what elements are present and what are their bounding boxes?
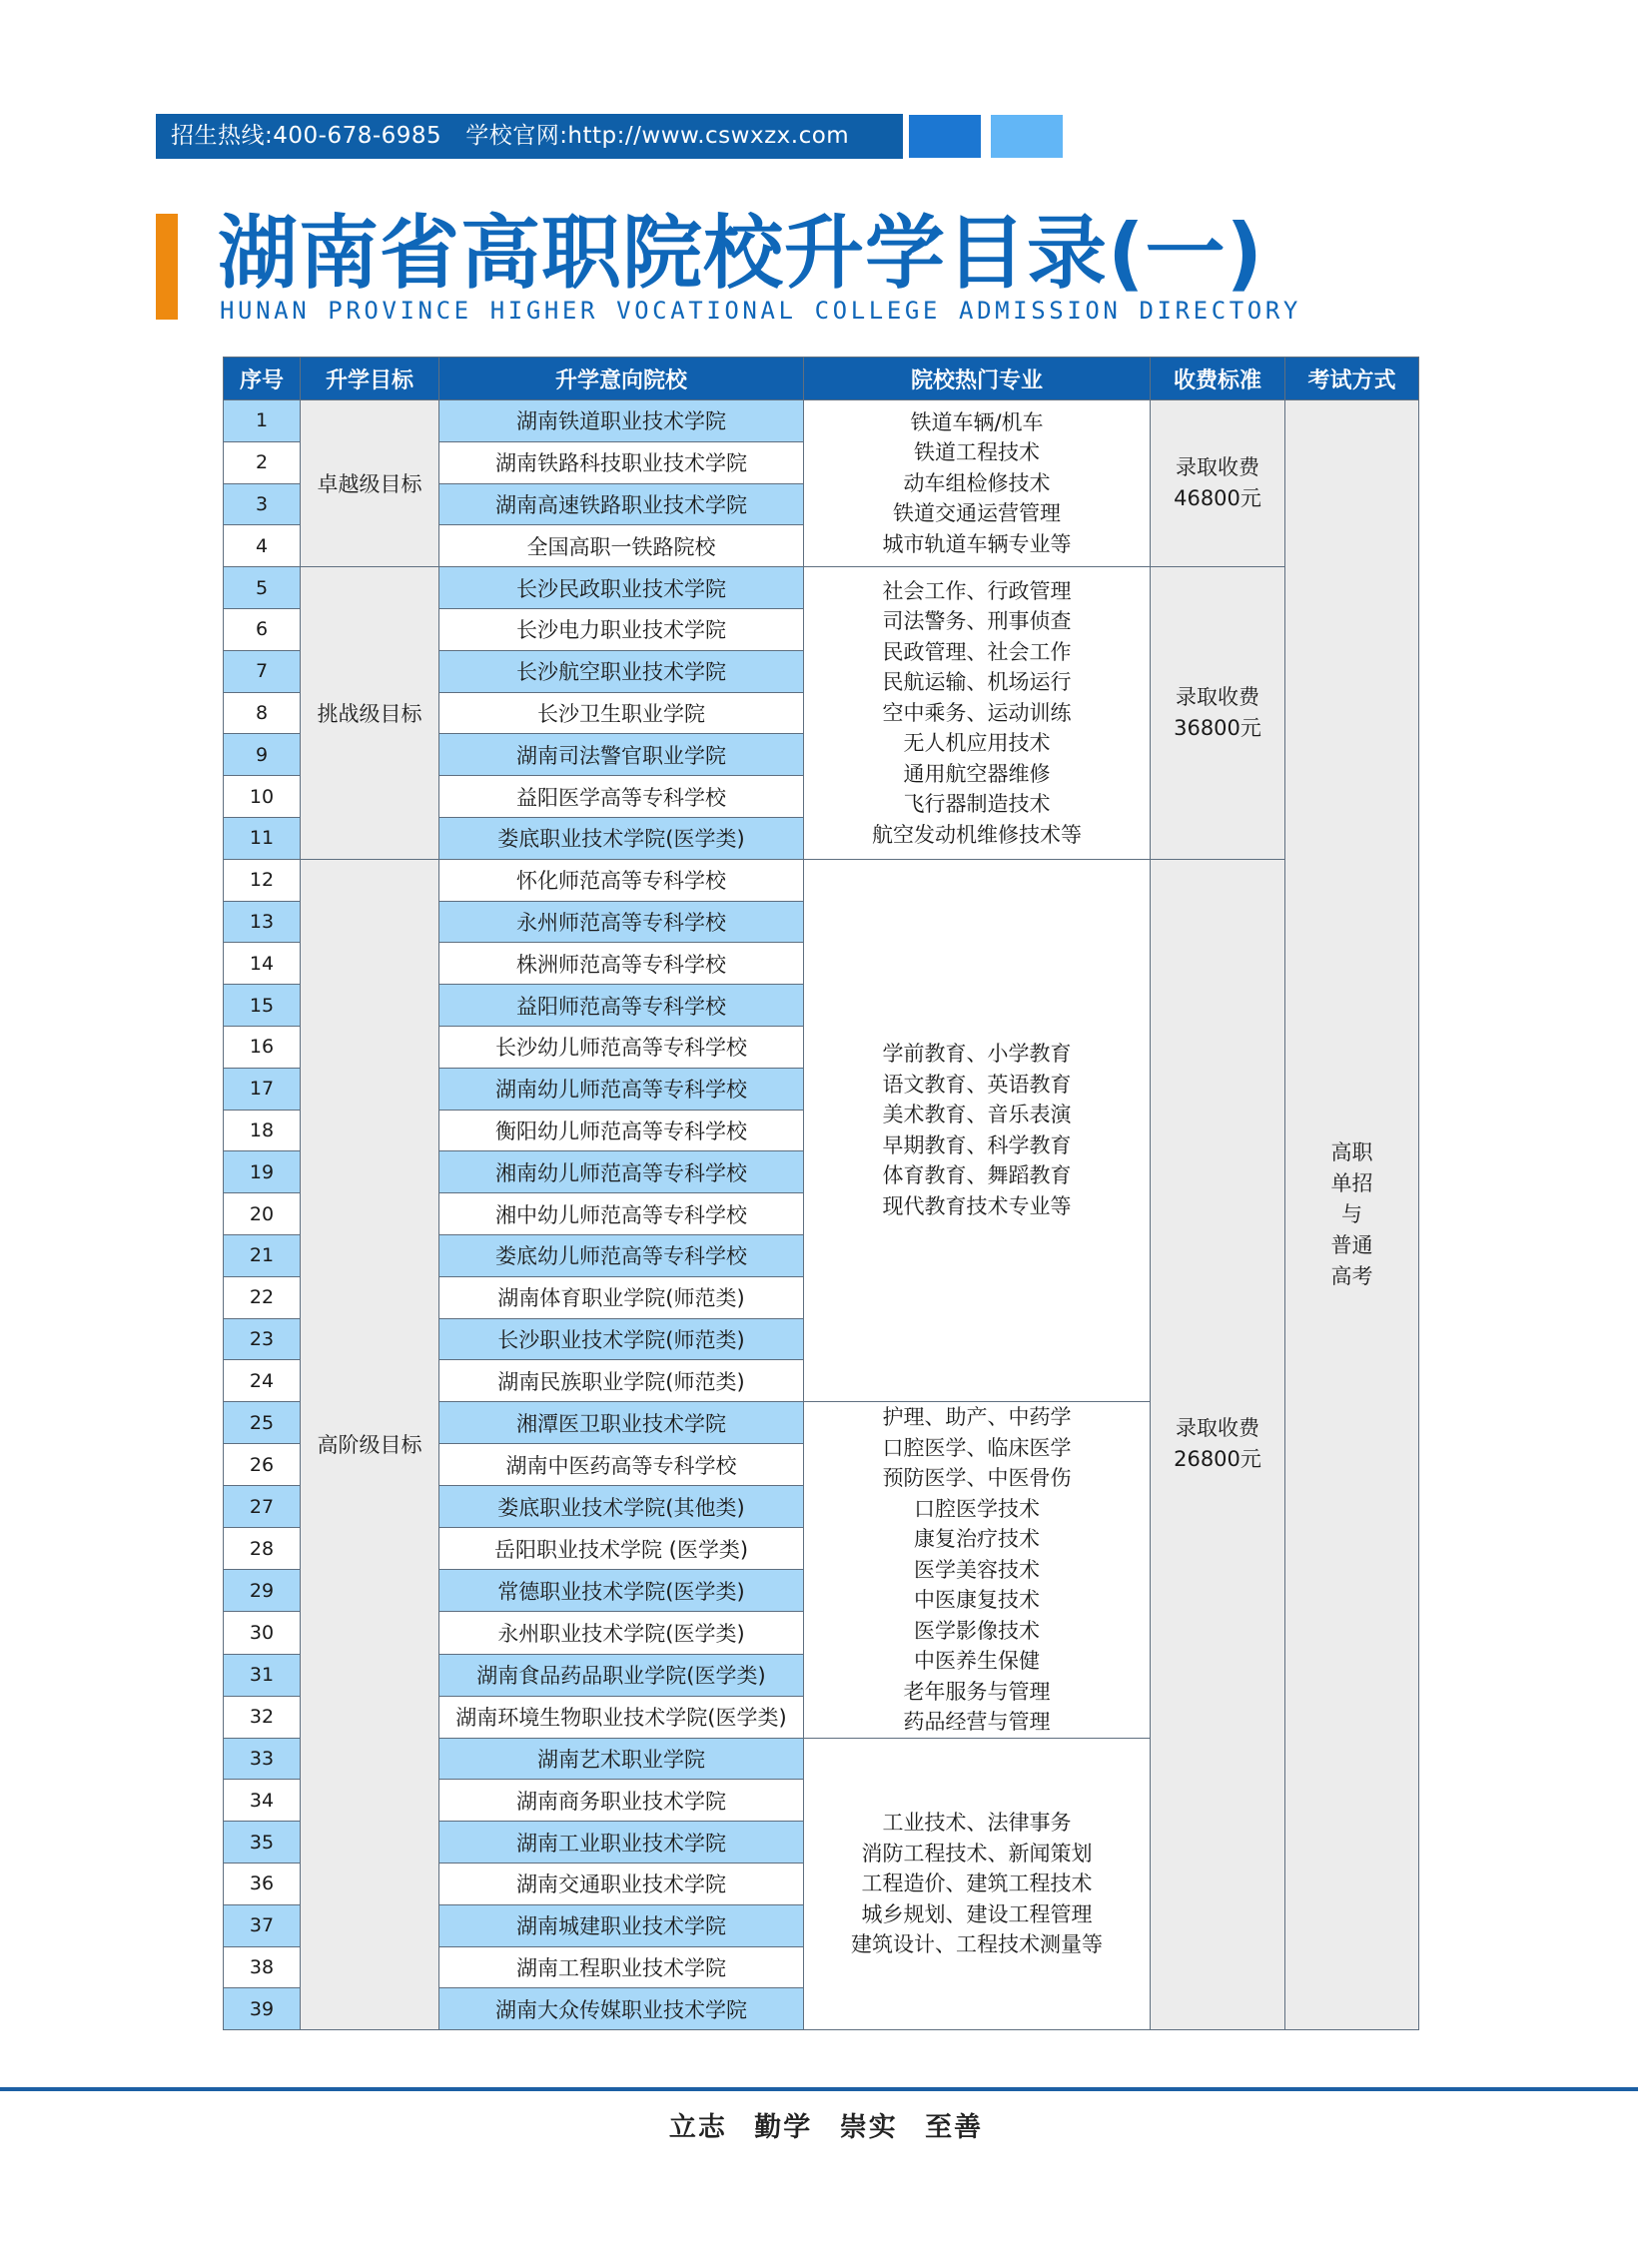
row-number: 3	[224, 483, 301, 525]
table-row	[224, 859, 1419, 901]
row-number: 24	[224, 1360, 301, 1402]
school-name: 永州师范高等专科学校	[439, 901, 804, 943]
school-name: 湖南中医药高等专科学校	[439, 1444, 804, 1486]
cell-line: 康复治疗技术	[914, 1527, 1040, 1552]
school-name: 湖南幼儿师范高等专科学校	[439, 1068, 804, 1110]
school-name: 长沙航空职业技术学院	[439, 650, 804, 692]
row-number: 12	[224, 859, 301, 901]
row-number: 7	[224, 650, 301, 692]
row-number: 37	[224, 1904, 301, 1946]
row-number: 33	[224, 1738, 301, 1780]
cell-line: 与	[1341, 1202, 1362, 1227]
school-name: 湖南体育职业学院(师范类)	[439, 1276, 804, 1318]
majors-cell	[804, 1402, 1151, 1739]
cell-line: 动车组检修技术	[903, 470, 1051, 495]
row-number: 6	[224, 608, 301, 650]
fee-cell	[1151, 859, 1285, 2029]
cell-line: 26800元	[1174, 1447, 1261, 1472]
cell-line: 口腔医学、临床医学	[882, 1435, 1072, 1460]
footer-motto: 立志 勤学 崇实 至善	[668, 2112, 984, 2143]
row-number: 39	[224, 1988, 301, 2030]
school-name: 娄底幼儿师范高等专科学校	[439, 1234, 804, 1276]
hotline-text: 招生热线:400-678-6985	[171, 123, 442, 149]
row-number: 17	[224, 1068, 301, 1110]
exam-method-cell	[1285, 400, 1419, 2030]
cell-line: 口腔医学技术	[914, 1496, 1040, 1521]
school-name: 湖南城建职业技术学院	[439, 1904, 804, 1946]
cell-line: 铁道交通运营管理	[893, 501, 1061, 526]
cell-line: 46800元	[1174, 486, 1261, 511]
cell-line: 通用航空器维修	[903, 761, 1051, 786]
column-header-fee: 收费标准	[1151, 358, 1285, 400]
footer-divider	[0, 2087, 1638, 2091]
cell-line: 铁道工程技术	[914, 440, 1040, 465]
row-number: 25	[224, 1402, 301, 1444]
school-name: 衡阳幼儿师范高等专科学校	[439, 1110, 804, 1151]
goal-cell: 卓越级目标	[301, 400, 439, 567]
school-name: 长沙民政职业技术学院	[439, 567, 804, 609]
cell-line: 36800元	[1174, 715, 1261, 740]
row-number: 36	[224, 1864, 301, 1905]
school-name: 湖南艺术职业学院	[439, 1738, 804, 1780]
hotline-bar	[156, 114, 903, 159]
cell-line: 社会工作、行政管理	[882, 578, 1072, 603]
row-number: 32	[224, 1696, 301, 1738]
cell-line: 单招	[1330, 1171, 1373, 1196]
column-header-goal: 升学目标	[301, 358, 439, 400]
table-header-row	[224, 358, 1419, 400]
row-number: 35	[224, 1822, 301, 1864]
row-number: 26	[224, 1444, 301, 1486]
column-header-school: 升学意向院校	[439, 358, 804, 400]
decorative-block	[991, 115, 1063, 158]
cell-line: 普通	[1330, 1233, 1373, 1258]
cell-line: 录取收费	[1176, 455, 1259, 480]
school-name: 湖南环境生物职业技术学院(医学类)	[439, 1696, 804, 1738]
row-number: 5	[224, 567, 301, 609]
cell-line: 城市轨道车辆专业等	[882, 531, 1072, 556]
school-name: 长沙电力职业技术学院	[439, 608, 804, 650]
column-header-majors: 院校热门专业	[804, 358, 1151, 400]
row-number: 38	[224, 1946, 301, 1988]
table-body	[224, 400, 1419, 2030]
column-header-exam: 考试方式	[1285, 358, 1419, 400]
cell-line: 医学美容技术	[914, 1557, 1040, 1582]
row-number: 14	[224, 943, 301, 985]
row-number: 30	[224, 1612, 301, 1654]
row-number: 27	[224, 1486, 301, 1528]
cell-line: 医学影像技术	[914, 1618, 1040, 1643]
column-header-seq: 序号	[224, 358, 301, 400]
cell-line: 无人机应用技术	[903, 731, 1051, 756]
title-accent-bar	[156, 214, 178, 320]
table-row	[224, 400, 1419, 442]
school-name: 娄底职业技术学院(医学类)	[439, 817, 804, 859]
row-number: 18	[224, 1110, 301, 1151]
cell-line: 民航运输、机场运行	[882, 670, 1072, 695]
row-number: 31	[224, 1654, 301, 1696]
cell-line: 药品经营与管理	[903, 1710, 1051, 1735]
cell-line: 早期教育、科学教育	[882, 1132, 1072, 1157]
cell-line: 高职	[1330, 1140, 1373, 1165]
cell-line: 建筑设计、工程技术测量等	[851, 1932, 1103, 1957]
row-number: 19	[224, 1151, 301, 1193]
row-number: 22	[224, 1276, 301, 1318]
cell-line: 航空发动机维修技术等	[872, 822, 1082, 847]
goal-cell: 挑战级目标	[301, 567, 439, 860]
school-name: 湖南民族职业学院(师范类)	[439, 1360, 804, 1402]
cell-line: 现代教育技术专业等	[882, 1193, 1072, 1218]
row-number: 13	[224, 901, 301, 943]
cell-line: 语文教育、英语教育	[882, 1072, 1072, 1097]
cell-line: 中医养生保健	[914, 1649, 1040, 1674]
row-number: 9	[224, 734, 301, 776]
cell-line: 老年服务与管理	[903, 1679, 1051, 1704]
row-number: 10	[224, 776, 301, 818]
school-name: 岳阳职业技术学院 (医学类)	[439, 1528, 804, 1570]
cell-line: 民政管理、社会工作	[882, 639, 1072, 664]
decorative-block	[909, 115, 981, 158]
school-name: 湖南交通职业技术学院	[439, 1864, 804, 1905]
school-name: 湘中幼儿师范高等专科学校	[439, 1193, 804, 1235]
school-name: 湖南工业职业技术学院	[439, 1822, 804, 1864]
row-number: 34	[224, 1780, 301, 1822]
school-name: 湖南铁道职业技术学院	[439, 400, 804, 442]
school-name: 长沙职业技术学院(师范类)	[439, 1318, 804, 1360]
fee-cell	[1151, 400, 1285, 567]
school-name: 怀化师范高等专科学校	[439, 859, 804, 901]
school-name: 娄底职业技术学院(其他类)	[439, 1486, 804, 1528]
cell-line: 录取收费	[1176, 684, 1259, 709]
cell-line: 司法警务、刑事侦查	[882, 609, 1072, 634]
row-number: 29	[224, 1570, 301, 1612]
school-name: 湖南大众传媒职业技术学院	[439, 1988, 804, 2030]
school-name: 全国高职一铁路院校	[439, 525, 804, 567]
majors-cell	[804, 859, 1151, 1401]
school-name: 永州职业技术学院(医学类)	[439, 1612, 804, 1654]
cell-line: 消防工程技术、新闻策划	[861, 1841, 1093, 1866]
school-name: 益阳师范高等专科学校	[439, 985, 804, 1027]
majors-cell	[804, 400, 1151, 567]
school-name: 长沙幼儿师范高等专科学校	[439, 1026, 804, 1068]
row-number: 1	[224, 400, 301, 442]
cell-line: 飞行器制造技术	[903, 792, 1051, 817]
row-number: 8	[224, 692, 301, 734]
row-number: 23	[224, 1318, 301, 1360]
cell-line: 城乡规划、建设工程管理	[861, 1901, 1093, 1926]
school-name: 长沙卫生职业学院	[439, 692, 804, 734]
page-subtitle: HUNAN PROVINCE HIGHER VOCATIONAL COLLEGE ADMISSION DIRECTORY	[220, 297, 1301, 325]
majors-cell	[804, 1738, 1151, 2030]
cell-line: 铁道车辆/机车	[910, 409, 1044, 434]
school-name: 湖南高速铁路职业技术学院	[439, 483, 804, 525]
school-name: 株洲师范高等专科学校	[439, 943, 804, 985]
page-title: 湖南省高职院校升学目录(一)	[218, 207, 1264, 300]
fee-cell	[1151, 567, 1285, 860]
row-number: 11	[224, 817, 301, 859]
school-name: 湖南工程职业技术学院	[439, 1946, 804, 1988]
website-text: 学校官网:http://www.cswxzx.com	[465, 123, 850, 149]
cell-line: 工程造价、建筑工程技术	[861, 1871, 1093, 1896]
goal-cell: 高阶级目标	[301, 859, 439, 2029]
cell-line: 工业技术、法律事务	[882, 1811, 1072, 1836]
school-name: 湖南司法警官职业学院	[439, 734, 804, 776]
cell-line: 学前教育、小学教育	[882, 1042, 1072, 1067]
cell-line: 护理、助产、中药学	[882, 1405, 1072, 1430]
cell-line: 高考	[1330, 1264, 1373, 1289]
table-row	[224, 567, 1419, 609]
school-name: 湖南铁路科技职业技术学院	[439, 441, 804, 483]
school-name: 湖南食品药品职业学院(医学类)	[439, 1654, 804, 1696]
row-number: 20	[224, 1193, 301, 1235]
row-number: 4	[224, 525, 301, 567]
row-number: 21	[224, 1234, 301, 1276]
row-number: 28	[224, 1528, 301, 1570]
cell-line: 体育教育、舞蹈教育	[882, 1163, 1072, 1188]
cell-line: 中医康复技术	[914, 1588, 1040, 1613]
majors-cell	[804, 567, 1151, 860]
row-number: 15	[224, 985, 301, 1027]
row-number: 2	[224, 441, 301, 483]
cell-line: 预防医学、中医骨伤	[882, 1466, 1072, 1491]
cell-line: 空中乘务、运动训练	[882, 700, 1072, 725]
school-name: 常德职业技术学院(医学类)	[439, 1570, 804, 1612]
row-number: 16	[224, 1026, 301, 1068]
school-name: 湘潭医卫职业技术学院	[439, 1402, 804, 1444]
admission-directory-table	[223, 357, 1419, 2030]
school-name: 益阳医学高等专科学校	[439, 776, 804, 818]
school-name: 湖南商务职业技术学院	[439, 1780, 804, 1822]
school-name: 湘南幼儿师范高等专科学校	[439, 1151, 804, 1193]
cell-line: 美术教育、音乐表演	[882, 1103, 1072, 1127]
cell-line: 录取收费	[1176, 1416, 1259, 1441]
